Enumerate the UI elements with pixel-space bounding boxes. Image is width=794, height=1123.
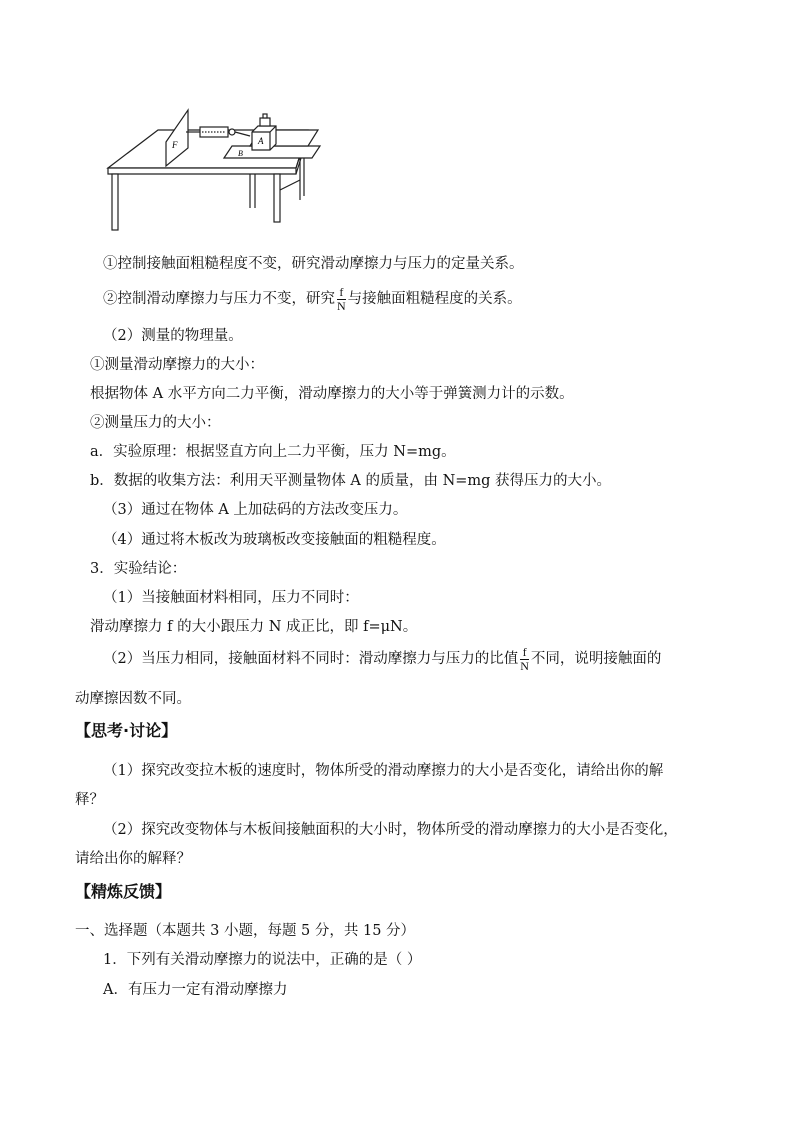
weight xyxy=(260,118,270,126)
table-edge xyxy=(108,168,296,174)
table-leg xyxy=(274,174,280,222)
section-heading-discussion: 【思考·讨论】 xyxy=(75,721,178,740)
text-line: ①测量滑动摩擦力的大小： xyxy=(90,357,264,373)
section-heading-practice: 【精炼反馈】 xyxy=(75,882,172,901)
text-line: 滑动摩擦力 f 的大小跟压力 N 成正比，即 f=μN。 xyxy=(90,619,418,635)
question-stem: 1．下列有关滑动摩擦力的说法中，正确的是（ ） xyxy=(103,952,422,968)
label-f: F xyxy=(172,140,178,150)
text-line: （2）测量的物理量。 xyxy=(103,328,243,344)
text-line: 释？ xyxy=(75,792,104,808)
fraction-denominator: N xyxy=(337,298,346,313)
text-line-fraction xyxy=(103,284,522,314)
text-segment: 与接触面粗糙程度的关系。 xyxy=(347,291,522,307)
text-line: 3．实验结论： xyxy=(90,561,187,577)
experiment-figure xyxy=(100,100,330,235)
text-line: b．数据的收集方法：利用天平测量物体 A 的质量，由 N=mg 获得压力的大小。 xyxy=(90,473,612,489)
text-line: ②测量压力的大小： xyxy=(90,415,221,431)
text-line: （1）探究改变拉木板的速度时，物体所受的滑动摩擦力的大小是否变化，请给出你的解 xyxy=(103,763,664,779)
text-line: 一、选择题（本题共 3 小题，每题 5 分，共 15 分） xyxy=(75,923,416,939)
text-line: （3）通过在物体 A 上加砝码的方法改变压力。 xyxy=(103,502,408,518)
fraction xyxy=(337,286,346,313)
text-segment: ②控制滑动摩擦力与压力不变，研究 xyxy=(103,291,335,307)
fraction xyxy=(520,646,529,673)
text-segment: 不同，说明接触面的 xyxy=(530,651,662,667)
text-line: 请给出你的解释？ xyxy=(75,851,191,867)
text-line: 动摩擦因数不同。 xyxy=(75,691,191,707)
text-line-fraction xyxy=(103,644,661,674)
text-line: ①控制接触面粗糙程度不变，研究滑动摩擦力与压力的定量关系。 xyxy=(103,256,524,272)
text-line: （4）通过将木板改为玻璃板改变接触面的粗糙程度。 xyxy=(103,532,446,548)
table-leg xyxy=(112,174,118,230)
text-line: （1）当接触面材料相同，压力不同时： xyxy=(103,590,359,606)
fraction-denominator: N xyxy=(520,658,529,673)
text-segment: （2）当压力相同，接触面材料不同时：滑动摩擦力与压力的比值 xyxy=(103,651,519,667)
text-line: 根据物体 A 水平方向二力平衡，滑动摩擦力的大小等于弹簧测力计的示数。 xyxy=(90,386,574,402)
label-a: A xyxy=(258,136,264,146)
fraction-numerator: f xyxy=(520,646,529,660)
text-line: （2）探究改变物体与木板间接触面积的大小时，物体所受的滑动摩擦力的大小是否变化， xyxy=(103,822,678,838)
label-b: B xyxy=(238,149,243,158)
text-line: a．实验原理：根据竖直方向上二力平衡，压力 N=mg。 xyxy=(90,444,456,460)
fraction-numerator: f xyxy=(337,286,346,300)
answer-option-a: A．有压力一定有滑动摩擦力 xyxy=(103,982,288,998)
